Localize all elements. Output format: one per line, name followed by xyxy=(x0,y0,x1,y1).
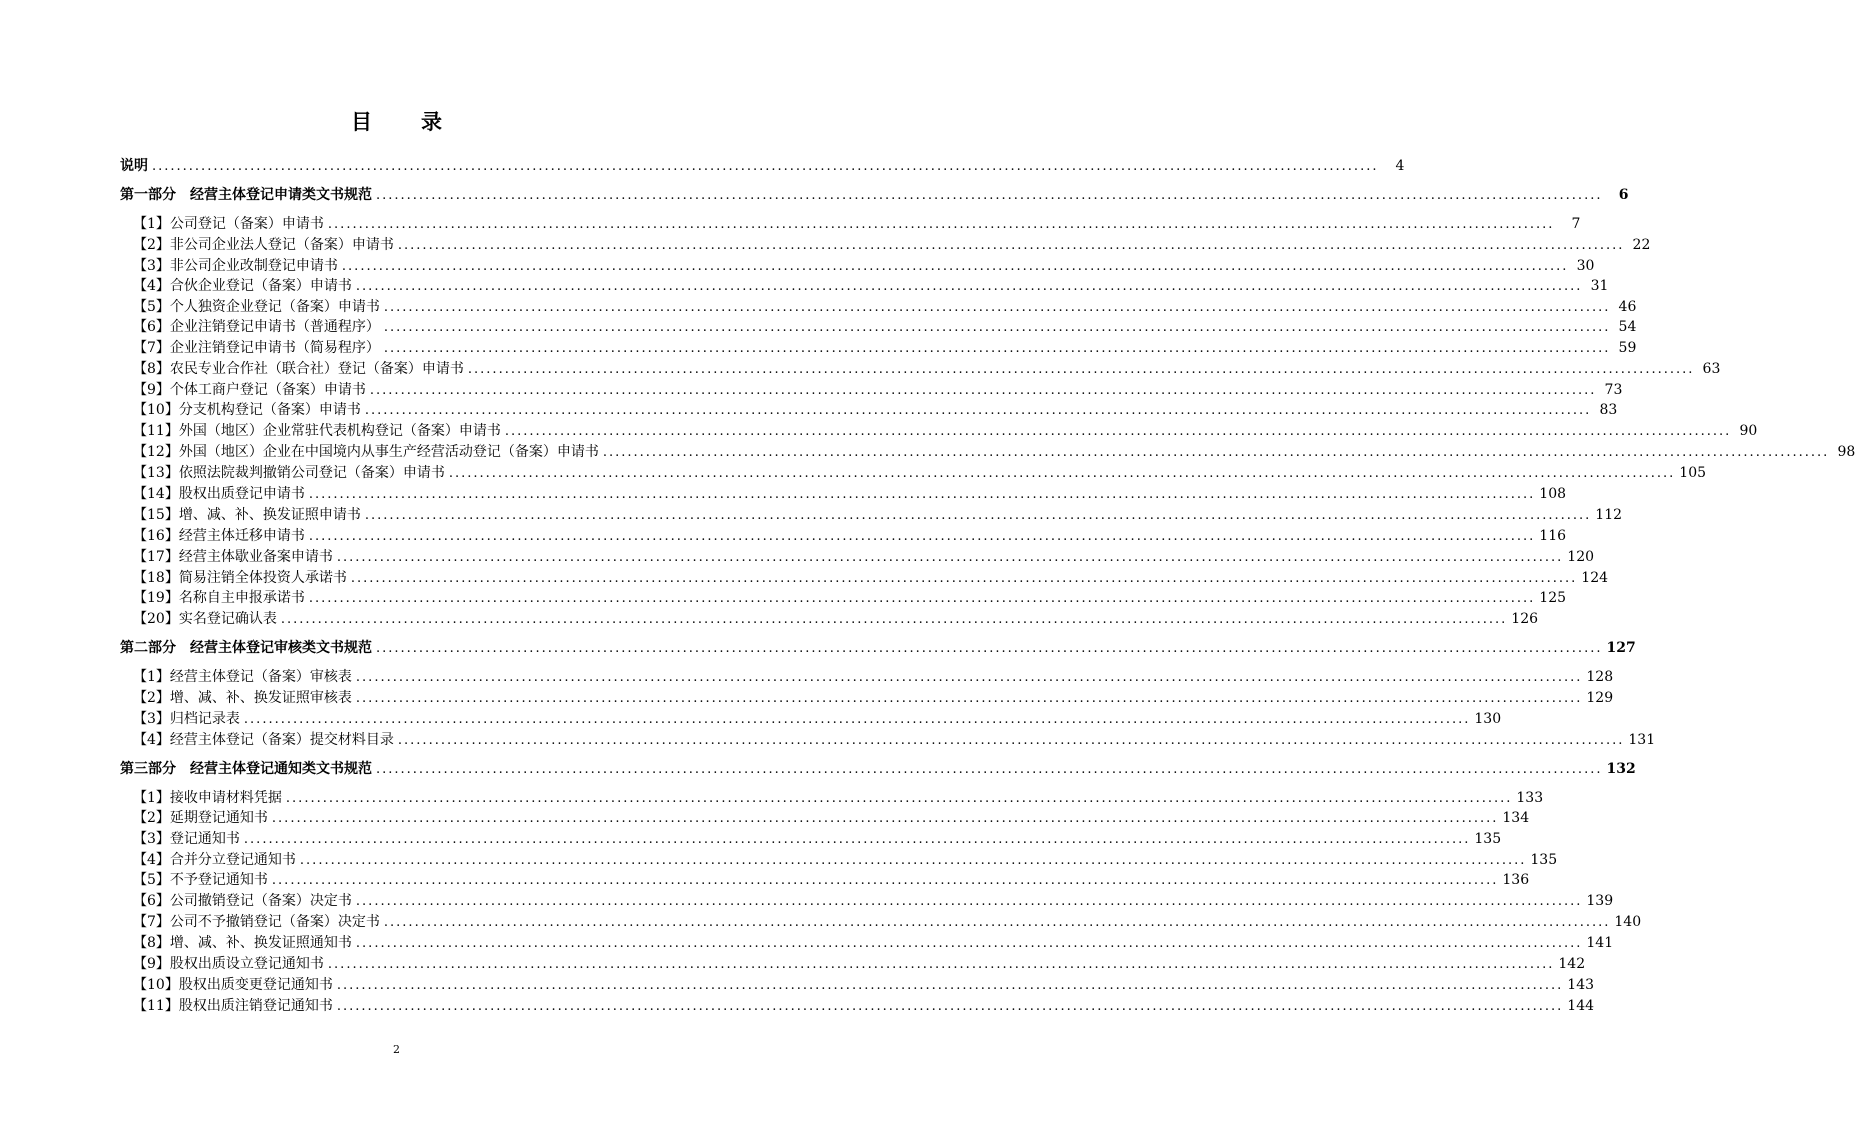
toc-entry[interactable] xyxy=(133,442,1855,462)
toc-entry[interactable] xyxy=(133,484,1567,504)
dot-leader: ........................................................................................................................................................................................................ xyxy=(355,279,1583,294)
dot-leader: ........................................................................................................................................................................................................ xyxy=(327,957,1555,972)
toc-entry-page: 141 xyxy=(1586,935,1614,951)
toc-entry[interactable] xyxy=(133,505,1623,525)
dot-leader: ........................................................................................................................................................................................................ xyxy=(299,853,1527,868)
dot-leader: ........................................................................................................................................................................................................ xyxy=(448,466,1676,481)
toc-entry-page: 125 xyxy=(1539,590,1567,606)
toc-entry-label: 【3】归档记录表 xyxy=(133,711,240,727)
toc-entry[interactable] xyxy=(133,829,1502,849)
toc-entry-page: 116 xyxy=(1539,528,1567,544)
toc-entry-label: 【14】股权出质登记申请书 xyxy=(133,486,305,502)
toc-entry-label: 【12】外国（地区）企业在中国境内从事生产经营活动登记（备案）申请书 xyxy=(133,444,599,460)
toc-entry[interactable] xyxy=(133,730,1656,750)
toc-entry-page: 126 xyxy=(1511,611,1539,627)
toc-entry[interactable] xyxy=(133,933,1614,953)
toc-entry-label: 第一部分 经营主体登记申请类文书规范 xyxy=(120,187,372,203)
toc-entry-label: 【8】农民专业合作社（联合社）登记（备案）申请书 xyxy=(133,361,464,377)
toc-entry-label: 【19】名称自主申报承诺书 xyxy=(133,590,305,606)
toc-entry-page: 4 xyxy=(1395,158,1405,174)
toc-entry[interactable] xyxy=(133,359,1721,379)
toc-entry-page: 130 xyxy=(1474,711,1502,727)
toc-section-heading[interactable] xyxy=(120,185,1629,205)
toc-entry-page: 7 xyxy=(1571,216,1581,232)
toc-entry-label: 【16】经营主体迁移申请书 xyxy=(133,528,305,544)
dot-leader: ........................................................................................................................................................................................................ xyxy=(336,999,1564,1014)
toc-entry-label: 【10】股权出质变更登记通知书 xyxy=(133,977,333,993)
dot-leader: ........................................................................................................................................................................................................ xyxy=(376,188,1603,203)
toc-entry-label: 【11】股权出质注销登记通知书 xyxy=(133,998,333,1014)
dot-leader: ........................................................................................................................................................................................................ xyxy=(308,591,1536,606)
dot-leader: ........................................................................................................................................................................................................ xyxy=(397,733,1625,748)
toc-entry-page: 127 xyxy=(1606,640,1636,656)
toc-entry-label: 【1】经营主体登记（备案）审核表 xyxy=(133,669,352,685)
dot-leader: ........................................................................................................................................................................................................ xyxy=(152,159,1379,174)
dot-leader: ........................................................................................................................................................................................................ xyxy=(383,320,1611,335)
toc-entry-label: 【1】公司登记（备案）申请书 xyxy=(133,216,324,232)
toc-entry-page: 46 xyxy=(1618,299,1637,315)
toc-entry[interactable] xyxy=(133,526,1567,546)
dot-leader: ........................................................................................................................................................................................................ xyxy=(355,691,1583,706)
toc-entry-page: 54 xyxy=(1618,319,1637,335)
toc-entry-label: 【7】企业注销登记申请书（简易程序） xyxy=(133,340,380,356)
dot-leader: ........................................................................................................................................................................................................ xyxy=(271,873,1499,888)
toc-entry[interactable] xyxy=(133,667,1614,687)
toc-entry-label: 【9】个体工商户登记（备案）申请书 xyxy=(133,382,366,398)
dot-leader: ........................................................................................................................................................................................................ xyxy=(369,383,1597,398)
toc-section-heading[interactable] xyxy=(120,759,1636,779)
toc-entry-page: 98 xyxy=(1837,444,1855,460)
dot-leader: ........................................................................................................................................................................................................ xyxy=(350,571,1578,586)
toc-entry-label: 【6】企业注销登记申请书（普通程序） xyxy=(133,319,380,335)
toc-entry[interactable] xyxy=(133,317,1637,337)
toc-entry[interactable] xyxy=(133,788,1544,808)
dot-leader: ........................................................................................................................................................................................................ xyxy=(467,362,1695,377)
toc-entry[interactable] xyxy=(133,421,1758,441)
toc-entry-label: 【15】增、减、补、换发证照申请书 xyxy=(133,507,361,523)
toc-entry[interactable] xyxy=(133,568,1609,588)
dot-leader: ........................................................................................................................................................................................................ xyxy=(364,403,1592,418)
toc-entry-label: 第二部分 经营主体登记审核类文书规范 xyxy=(120,640,372,656)
toc-entry-label: 【2】延期登记通知书 xyxy=(133,810,268,826)
dot-leader: ........................................................................................................................................................................................................ xyxy=(271,811,1499,826)
toc-entry[interactable] xyxy=(133,688,1614,708)
toc-entry-page: 83 xyxy=(1599,402,1618,418)
toc-entry[interactable] xyxy=(133,400,1618,420)
dot-leader: ........................................................................................................................................................................................................ xyxy=(243,832,1471,847)
toc-entry-label: 【6】公司撤销登记（备案）决定书 xyxy=(133,893,352,909)
toc-entry[interactable] xyxy=(133,954,1586,974)
toc-entry-label: 【4】合并分立登记通知书 xyxy=(133,852,296,868)
toc-entry-label: 【3】登记通知书 xyxy=(133,831,240,847)
toc-entry-label: 【2】非公司企业法人登记（备案）申请书 xyxy=(133,237,394,253)
toc-entry-label: 【1】接收申请材料凭据 xyxy=(133,790,282,806)
toc-entry-label: 【18】简易注销全体投资人承诺书 xyxy=(133,570,347,586)
toc-entry-page: 143 xyxy=(1567,977,1595,993)
toc-entry[interactable] xyxy=(133,463,1707,483)
toc-entry-page: 133 xyxy=(1516,790,1544,806)
toc-entry[interactable] xyxy=(133,547,1595,567)
toc-entry-label: 【5】个人独资企业登记（备案）申请书 xyxy=(133,299,380,315)
dot-leader: ........................................................................................................................................................................................................ xyxy=(341,259,1569,274)
toc-entry[interactable] xyxy=(133,850,1558,870)
toc-entry-page: 124 xyxy=(1581,570,1609,586)
toc-entry-page: 30 xyxy=(1576,258,1595,274)
toc-heading: 目 录 xyxy=(351,109,456,134)
toc-entry-page: 59 xyxy=(1618,340,1637,356)
dot-leader: ........................................................................................................................................................................................................ xyxy=(243,712,1471,727)
toc-entry-page: 73 xyxy=(1604,382,1623,398)
toc-entry-label: 【2】增、减、补、换发证照审核表 xyxy=(133,690,352,706)
dot-leader: ........................................................................................................................................................................................................ xyxy=(602,445,1830,460)
page-number: 2 xyxy=(393,1043,400,1056)
toc-entry-label: 【11】外国（地区）企业常驻代表机构登记（备案）申请书 xyxy=(133,423,501,439)
toc-entry-label: 第三部分 经营主体登记通知类文书规范 xyxy=(120,761,372,777)
toc-entry[interactable] xyxy=(133,588,1567,608)
toc-entry-page: 144 xyxy=(1567,998,1595,1014)
toc-entry-label: 【4】合伙企业登记（备案）申请书 xyxy=(133,278,352,294)
dot-leader: ........................................................................................................................................................................................................ xyxy=(355,894,1583,909)
dot-leader: ........................................................................................................................................................................................................ xyxy=(383,341,1611,356)
toc-entry-page: 135 xyxy=(1530,852,1558,868)
toc-entry-page: 139 xyxy=(1586,893,1614,909)
dot-leader: ........................................................................................................................................................................................................ xyxy=(336,550,1564,565)
toc-entry[interactable] xyxy=(133,709,1502,729)
toc-entry-page: 108 xyxy=(1539,486,1567,502)
dot-leader: ........................................................................................................................................................................................................ xyxy=(383,300,1611,315)
toc-entry-label: 【5】不予登记通知书 xyxy=(133,872,268,888)
dot-leader: ........................................................................................................................................................................................................ xyxy=(504,424,1732,439)
toc-entry-page: 136 xyxy=(1502,872,1530,888)
toc-entry[interactable] xyxy=(133,870,1530,890)
toc-entry[interactable] xyxy=(133,380,1623,400)
toc-entry[interactable] xyxy=(133,609,1539,629)
toc-entry-page: 112 xyxy=(1595,507,1623,523)
dot-leader: ........................................................................................................................................................................................................ xyxy=(308,529,1536,544)
toc-entry[interactable] xyxy=(133,912,1642,932)
toc-entry-page: 128 xyxy=(1586,669,1614,685)
toc-entry[interactable] xyxy=(133,235,1651,255)
dot-leader: ........................................................................................................................................................................................................ xyxy=(285,791,1513,806)
toc-entry-page: 63 xyxy=(1702,361,1721,377)
toc-entry[interactable] xyxy=(133,214,1581,234)
toc-entry-page: 134 xyxy=(1502,810,1530,826)
toc-entry-page: 105 xyxy=(1679,465,1707,481)
dot-leader: ........................................................................................................................................................................................................ xyxy=(336,978,1564,993)
toc-entry-label: 【10】分支机构登记（备案）申请书 xyxy=(133,402,361,418)
toc-entry[interactable] xyxy=(133,276,1609,296)
toc-entry-page: 129 xyxy=(1586,690,1614,706)
toc-entry-page: 22 xyxy=(1632,237,1651,253)
dot-leader: ........................................................................................................................................................................................................ xyxy=(397,238,1625,253)
toc-entry-label: 【3】非公司企业改制登记申请书 xyxy=(133,258,338,274)
toc-entry-label: 说明 xyxy=(120,158,148,174)
toc-entry-label: 【9】股权出质设立登记通知书 xyxy=(133,956,324,972)
toc-intro-entry[interactable] xyxy=(120,156,1405,176)
toc-entry-page: 142 xyxy=(1558,956,1586,972)
toc-entry-label: 【7】公司不予撤销登记（备案）决定书 xyxy=(133,914,380,930)
toc-entry-label: 【17】经营主体歇业备案申请书 xyxy=(133,549,333,565)
toc-entry-page: 132 xyxy=(1606,761,1636,777)
toc-entry-page: 90 xyxy=(1739,423,1758,439)
dot-leader: ........................................................................................................................................................................................................ xyxy=(327,217,1555,232)
toc-entry-label: 【4】经营主体登记（备案）提交材料目录 xyxy=(133,732,394,748)
toc-entry[interactable] xyxy=(133,256,1595,276)
toc-entry-page: 140 xyxy=(1614,914,1642,930)
dot-leader: ........................................................................................................................................................................................................ xyxy=(383,915,1611,930)
toc-entry[interactable] xyxy=(133,891,1614,911)
toc-entry-page: 135 xyxy=(1474,831,1502,847)
toc-entry-page: 120 xyxy=(1567,549,1595,565)
toc-entry[interactable] xyxy=(133,297,1637,317)
dot-leader: ........................................................................................................................................................................................................ xyxy=(355,670,1583,685)
toc-entry[interactable] xyxy=(133,338,1637,358)
toc-entry[interactable] xyxy=(133,996,1595,1016)
toc-entry-page: 131 xyxy=(1628,732,1656,748)
dot-leader: ........................................................................................................................................................................................................ xyxy=(355,936,1583,951)
toc-entry-label: 【13】依照法院裁判撤销公司登记（备案）申请书 xyxy=(133,465,445,481)
toc-entry-page: 31 xyxy=(1590,278,1609,294)
dot-leader: ........................................................................................................................................................................................................ xyxy=(376,641,1603,656)
dot-leader: ........................................................................................................................................................................................................ xyxy=(280,612,1508,627)
toc-entry[interactable] xyxy=(133,808,1530,828)
toc-entry[interactable] xyxy=(133,975,1595,995)
toc-entry-page: 6 xyxy=(1618,187,1629,203)
dot-leader: ........................................................................................................................................................................................................ xyxy=(376,762,1603,777)
dot-leader: ........................................................................................................................................................................................................ xyxy=(364,508,1592,523)
dot-leader: ........................................................................................................................................................................................................ xyxy=(308,487,1536,502)
toc-section-heading[interactable] xyxy=(120,638,1636,658)
toc-entry-label: 【8】增、减、补、换发证照通知书 xyxy=(133,935,352,951)
toc-entry-label: 【20】实名登记确认表 xyxy=(133,611,277,627)
